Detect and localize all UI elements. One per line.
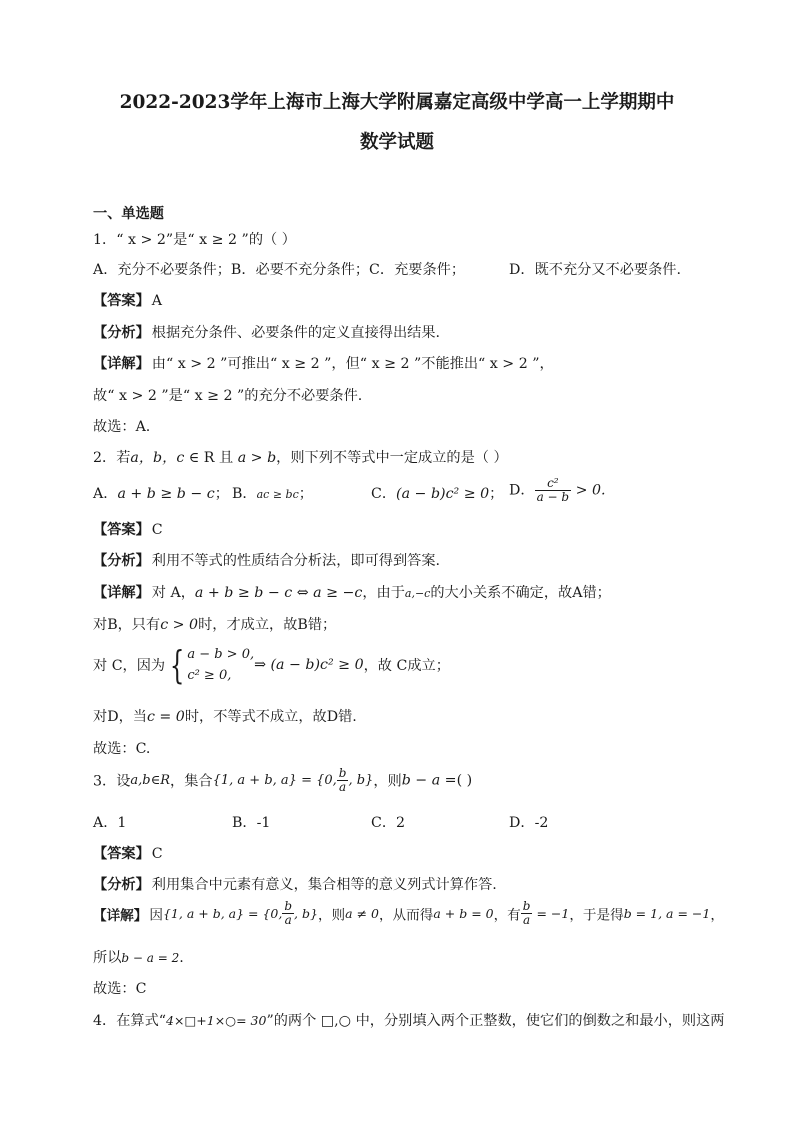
q1-detail-line2: 故“ x > 2 ”是“ x ≥ 2 ”的充分不必要条件. [93,388,363,404]
q2-choose: 故选：C. [93,741,151,757]
option-tail: > 0. [571,482,606,499]
detail-text: 因 [149,907,163,924]
q3-stem-prefix: 3．设 [93,773,131,790]
q2-option-d [509,477,606,504]
option-math: ac ≥ bc [256,488,299,501]
q2-stem [93,447,508,467]
q3-option-c: C．2 [371,815,406,831]
q3-option-b: B．-1 [232,815,271,831]
system-row: c² ≥ 0, [187,668,232,683]
detail-text: ，则 [317,907,346,924]
option-math: (a − b)c² ≥ 0 [396,486,490,502]
q3-option-a: A．1 [93,815,127,831]
detail-math: a + b = 0 [433,906,494,921]
q3-stem-set: , b} [348,773,374,788]
detail-text: ，故 C成立； [363,658,450,674]
q1-stem: 1．“ x > 2”是“ x ≥ 2 ”的（ ） [93,232,296,248]
q1-options [93,259,703,279]
detail-text: 对B，只有 [93,617,161,633]
q3-options [93,812,703,832]
q3-stem-fraction [337,767,349,794]
q2-detail-line3 [93,644,450,688]
q1-choose: 故选：A. [93,419,151,435]
analysis-tag: 【分析】 [93,877,150,893]
detail-math: , b} [294,906,318,921]
fraction-denominator: a [284,913,292,927]
q1-answer [93,290,162,310]
fraction-numerator: b [338,766,347,780]
detail-math: a + b ≥ b − c ⇔ a ≥ −c [194,585,363,601]
detail-math: ⇒ (a − b)c² ≥ 0 [254,657,364,673]
answer-value: C [151,846,163,862]
q1-options-abc: A．充分不必要条件；B．必要不充分条件；C．充要条件； [93,262,466,278]
detail-math: a,−c [404,587,431,600]
q2-detail-line1 [93,582,611,602]
q4-stem-prefix: 4．在算式“ [93,1013,167,1029]
q4-stem-suffix: ”的两个 □,○ 中，分别填入两个正整数，使它们的倒数之和最小，则这两 [266,1013,725,1029]
detail-text: ，于是得 [569,907,624,924]
analysis-text: 根据充分条件、必要条件的定义直接得出结果. [151,325,441,341]
detail-tag: 【详解】 [93,585,150,601]
q3-stem-suffix: ( ) [456,772,473,789]
q2-answer [93,519,163,539]
page-title-line1: 2022-2023学年上海市上海大学附属嘉定高级中学高一上学期期中 [119,92,675,113]
option-math: a + b ≥ b − c [117,486,215,502]
detail-tag: 【详解】 [93,356,150,372]
q3-option-d: D．-2 [509,815,549,831]
fraction-numerator: c² [535,477,572,491]
answer-tag: 【答案】 [93,846,150,862]
answer-value: A [151,293,163,309]
detail-math: c > 0 [160,617,199,633]
detail-text: 对 A， [151,585,195,601]
detail-text: ，从而得 [378,907,434,924]
detail-text: ，由于 [362,585,405,601]
answer-value: C [151,522,163,538]
option-sep: ； [489,486,504,502]
q2-stem-prefix: 2．若 [93,450,131,466]
option-label: B． [232,486,257,502]
fraction-numerator: b [522,899,531,913]
q2-stem-condition: a > b [237,450,277,466]
detail-fraction [521,900,533,927]
q1-option-d: D．既不充分又不必要条件. [509,262,681,278]
q4-stem [93,1010,724,1030]
page-title-line2: 数学试题 [359,132,434,153]
answer-tag: 【答案】 [93,293,150,309]
analysis-text: 利用集合中元素有意义，集合相等的意义列式计算作答. [151,877,497,893]
q2-detail-line4 [93,706,357,726]
option-sep: ； [214,486,229,502]
fraction-numerator: b [284,899,293,913]
detail-text: 时，才成立，故B错； [198,617,337,633]
q2-analysis [93,550,440,570]
detail-math: b − a = 2 [121,951,180,965]
q2-stem-in: ∈ R 且 [184,450,238,466]
q2-option-a [93,483,229,503]
analysis-tag: 【分析】 [93,553,150,569]
fraction-denominator: a − b [536,490,570,504]
detail-text: 对D，当 [93,709,147,725]
detail-text: ，有 [493,907,521,924]
detail-text: . [179,950,184,966]
option-fraction [535,477,572,504]
detail-tag: 【详解】 [93,907,148,924]
detail-math: b = 1, a = −1 [623,906,711,921]
detail-text: 的大小关系不确定，故A错； [430,585,611,601]
detail-math: c = 0 [146,709,185,725]
detail-text: 对 C，因为 [93,658,166,674]
option-label: D． [509,482,535,499]
detail-math: {1, a + b, a} = {0, [162,906,283,921]
answer-tag: 【答案】 [93,522,150,538]
q2-stem-suffix: ，则下列不等式中一定成立的是（ ） [276,450,508,466]
q1-detail-line1 [93,353,554,373]
q3-stem-text: ，集合 [170,773,213,790]
q3-choose: 故选：C [93,981,147,997]
q3-detail-line2 [93,947,184,967]
fraction-denominator: a [523,913,531,927]
q2-option-b [232,483,313,503]
q2-detail-line2 [93,614,336,634]
option-sep: ； [298,486,313,502]
system-row: a − b > 0, [187,647,255,662]
detail-text: 由“ x > 2 ”可推出“ x ≥ 2 ”，但“ x ≥ 2 ”不能推出“ x > 2 ”， [151,356,554,372]
q3-answer [93,843,163,863]
q2-option-c [371,483,503,503]
inequality-system [187,644,254,686]
detail-text: ， [710,907,724,924]
option-label: C． [371,486,397,502]
detail-math: = −1 [532,906,570,921]
q2-stem-vars: a，b，c [130,450,185,466]
q2-options [93,477,703,511]
q3-stem-math: a,b∈R [130,773,171,788]
detail-math: a ≠ 0 [345,906,379,921]
q1-analysis [93,322,440,342]
analysis-tag: 【分析】 [93,325,150,341]
q3-stem [93,767,472,803]
option-label: A． [93,486,118,502]
q3-analysis [93,874,497,894]
detail-text: 所以 [93,950,122,966]
brace-glyph: { [169,643,185,687]
analysis-text: 利用不等式的性质结合分析法，即可得到答案. [151,553,441,569]
fraction-denominator: a [339,780,347,794]
q3-detail-line1 [93,900,724,936]
detail-fraction [282,900,294,927]
q4-stem-math: 4×□+1×○= 30 [166,1013,267,1028]
detail-text: 时，不等式不成立，故D错. [184,709,357,725]
q3-stem-math: b − a = [401,772,457,789]
q3-stem-set: {1, a + b, a} = {0, [212,773,337,788]
q3-stem-text: ，则 [373,773,402,790]
section-heading: 一、单选题 [93,206,164,222]
